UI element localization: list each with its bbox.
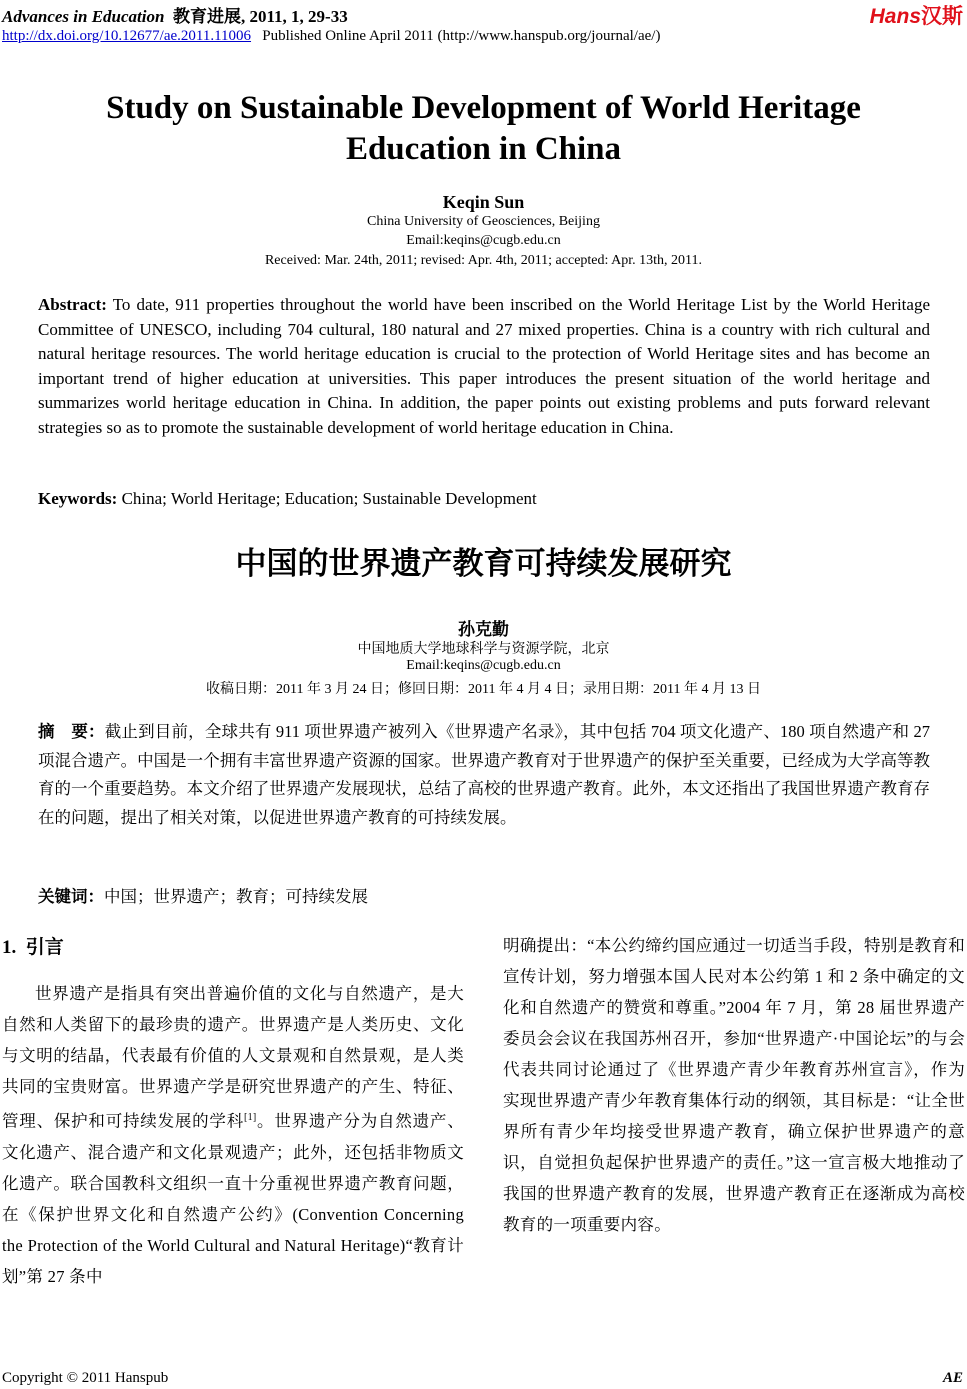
cn-dates: 收稿日期：2011 年 3 月 24 日；修回日期：2011 年 4 月 4 日；录用日期：2011 年 4 月 13 日 [206,682,761,697]
body-text: 世界遗产是指具有突出普遍价值的文化与自然遗产，是大自然和人类留下的最珍贵的遗产。世界遗产是人类历史、文化与文明的结晶，代表最有价值的人文景观和自然景观，是人类共同的宝贵财富。世界遗产学是研究世界遗产的产生、特征、管理、保护和可持续发展的学科 [2,984,464,1131]
doi-line [2,28,660,45]
keywords-label: Keywords: [38,489,118,508]
keywords [38,489,537,509]
section-heading [2,932,64,959]
cn-abstract [38,718,930,832]
author: Keqin Sun [442,192,525,212]
cn-email: Email:keqins@cugb.edu.cn [406,658,561,673]
paper-title [0,88,967,170]
body-left-column [2,978,464,1292]
published-online: Published Online April 2011 (http://www.hanspub.org/journal/ae/) [262,28,661,44]
hans-logo: Hans汉斯 [869,5,963,28]
doi-link[interactable]: http://dx.doi.org/10.12677/ae.2011.11006 [2,28,252,44]
cn-abstract-label: 摘 要： [38,722,105,741]
journal-abbr: AE [942,1370,963,1386]
cn-keywords-label: 关键词： [38,887,104,906]
citation-ref[interactable]: [1] [244,1112,257,1123]
abstract [38,293,930,440]
keywords-text: China; World Heritage; Education; Sustainable Development [117,489,537,508]
cn-title: 中国的世界遗产教育可持续发展研究 [235,546,732,582]
section-title: 引言 [25,936,64,958]
section-number: 1. [2,937,17,958]
abstract-label: Abstract: [38,295,107,314]
journal-name: Advances in Education [2,7,165,26]
cn-keywords-text: 中国；世界遗产；教育；可持续发展 [104,887,368,906]
cn-author: 孙克勤 [458,620,509,639]
abstract-text: To date, 911 properties throughout the world have been inscribed on the World Heritage List by the World Heritage Committee of UNESCO, including 704 cultural, 180 natural and 27 mixed properties. China is a country with rich cultural and natural heritage resources. The world heritage education is crucial to the protection of World Heritage sites and has become an important trend of higher education at universities. This paper introduces the present situation of the world heritage and summarizes world heritage education in China. In addition, the paper points out existing problems and puts forward relevant strategies so as to promote the sustainable development of world heritage education in China. [38,295,930,437]
journal-issue: 教育进展, 2011, 1, 29-33 [172,7,348,26]
cn-affiliation: 中国地质大学地球科学与资源学院，北京 [357,642,610,657]
cn-abstract-text: 截止到目前，全球共有 911 项世界遗产被列入《世界遗产名录》，其中包括 704 项文化遗产、180 项自然遗产和 27 项混合遗产。中国是一个拥有丰富世界遗产资源的国家。世界遗产教育对于世界遗产的保护至关重要，已经成为大学高等教育的一个重要趋势。本文介绍了世界遗产发展现状，总结了高校的世界遗产教育。此外，本文还指出了我国世界遗产教育存在的问题，提出了相关对策，以促进世界遗产教育的可持续发展。 [38,722,931,827]
dates: Received: Mar. 24th, 2011; revised: Apr. 4th, 2011; accepted: Apr. 13th, 2011. [264,253,703,268]
copyright: Copyright © 2011 Hanspub [2,1370,169,1386]
title-line-1: Study on Sustainable Development of World Heritage [106,90,861,126]
cn-keywords [38,883,368,907]
journal-header [2,2,348,27]
email: Email:keqins@cugb.edu.cn [406,233,561,248]
affiliation: China University of Geosciences, Beijing [367,214,600,229]
body-right-column: 明确提出：“本公约缔约国应通过一切适当手段，特别是教育和宣传计划，努力增强本国人民对本公约第 1 和 2 条中确定的文化和自然遗产的赞赏和尊重。”2004 年 7 月，第 28 届世界遗产委员会会议在我国苏州召开，参加“世界遗产·中国论坛”的与会代表共同讨论通过了《世界遗产青少年教育苏州宣言》，作为实现世界遗产青少年教育集体行动的纲领，其目标是：“让全世界所有青少年均接受世界遗产教育，确立保护世界遗产的意识，自觉担负起保护世界遗产的责任。”这一宣言极大地推动了我国的世界遗产教育的发展，世界遗产教育正在逐渐成为高校教育的一项重要内容。 [503,936,965,1234]
title-line-2: Education in China [345,131,622,167]
body-text: 。世界遗产分为自然遗产、文化遗产、混合遗产和文化景观遗产；此外，还包括非物质文化遗产。联合国教科文组织一直十分重视世界遗产教育问题，在《保护世界文化和自然遗产公约》(Convention Concerning the Protection of the World Cultural and Natural Heritage)“教育计划”第 27 条中 [2,1111,464,1286]
